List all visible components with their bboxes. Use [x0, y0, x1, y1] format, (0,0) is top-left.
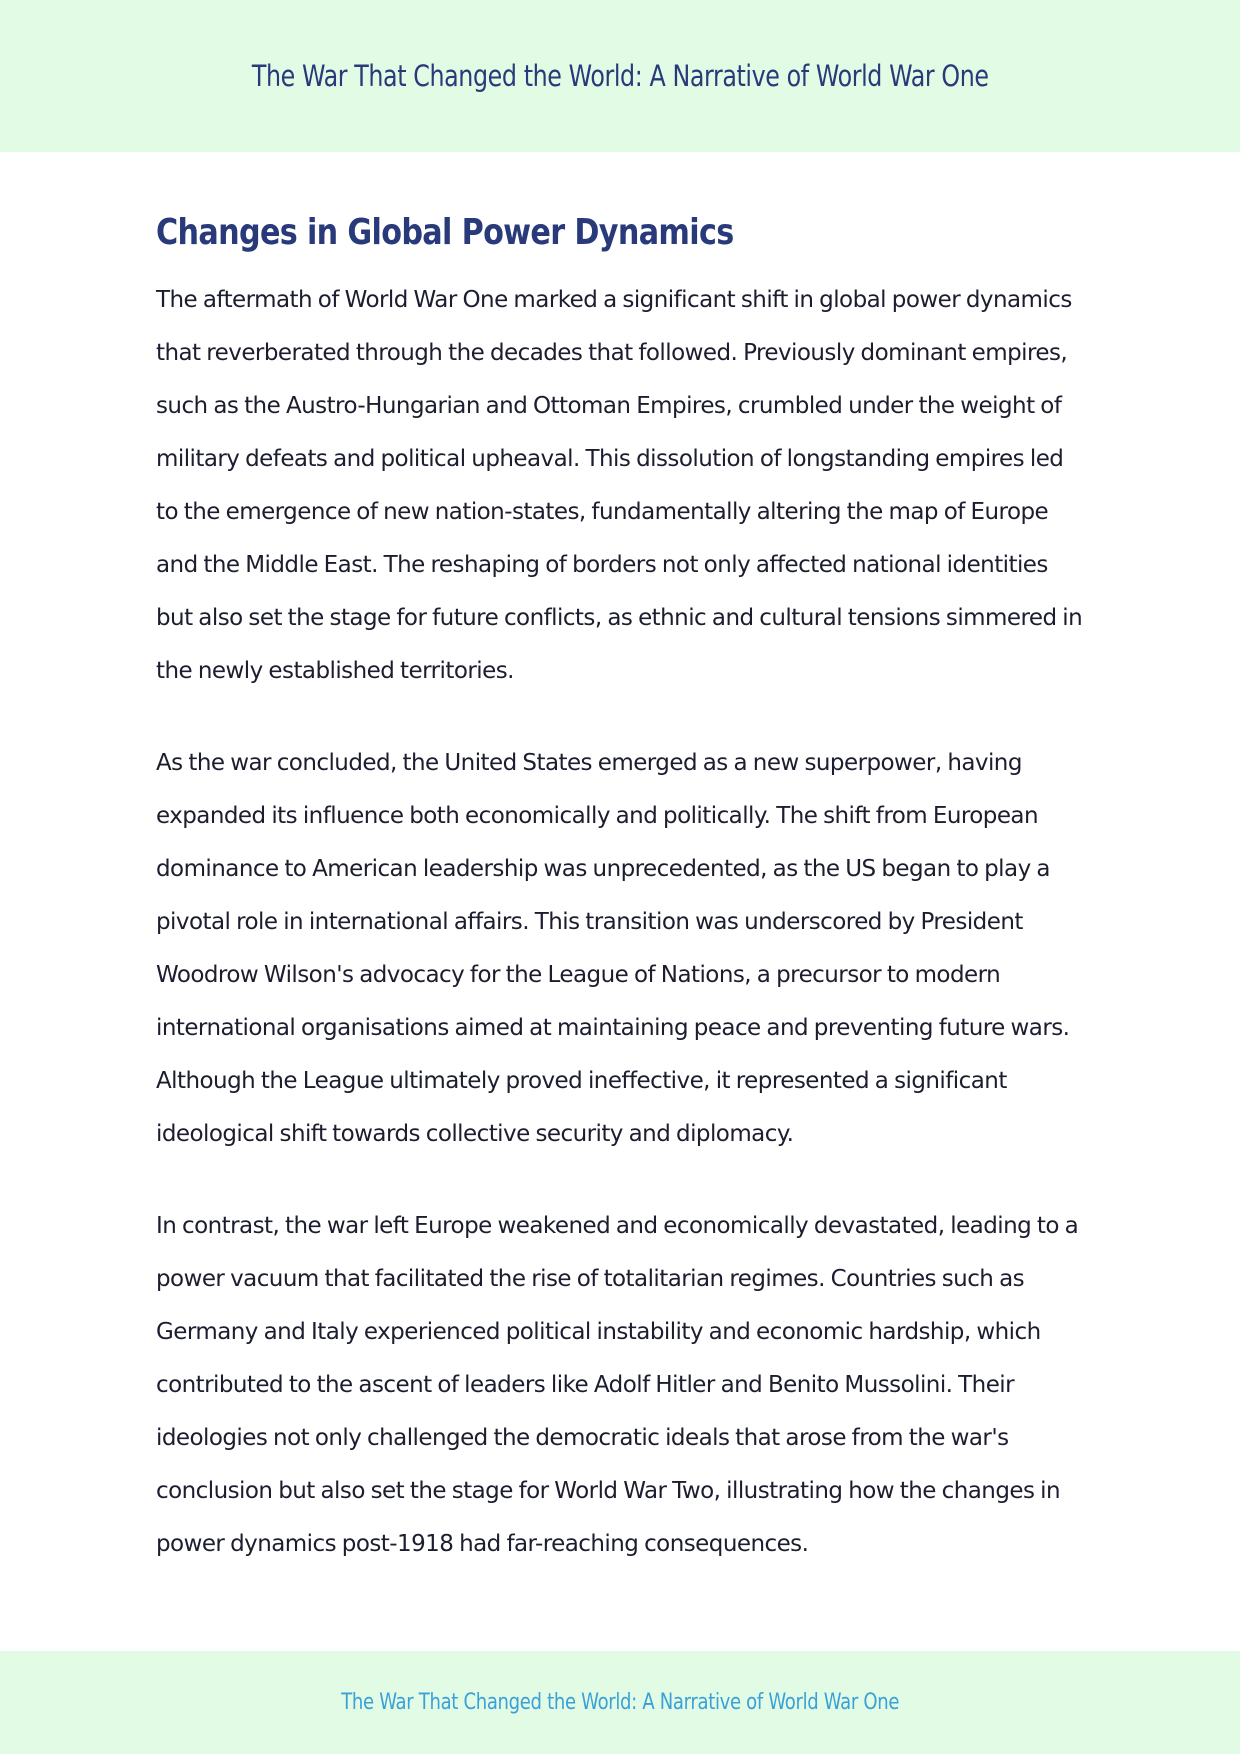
main-content	[156, 210, 1086, 1610]
page-header	[0, 0, 1240, 152]
section-heading: Changes in Global Power Dynamics	[156, 212, 734, 253]
header-title: The War That Changed the World: A Narrative of World War One	[251, 59, 989, 93]
paragraph: The aftermath of World War One marked a significant shift in global power dynamics that reverberated through the decades that followed. Previously dominant empires, such as the Austro-Hungarian and Ottoman Empires, crumbled under the weight of military defeats and political upheaval. This dissolution of longstanding empires led to the emergence of new nation-states, fundamentally altering the map of Europe and the Middle East. The reshaping of borders not only affected national identities but also set the stage for future conflicts, as ethnic and cultural tensions simmered in the newly established territories.	[156, 287, 1083, 684]
paragraph: As the war concluded, the United States emerged as a new superpower, having expanded its influence both economically and politically. The shift from European dominance to American leadership was unprecedented, as the US began to play a pivotal role in international affairs. This transition was underscored by President Woodrow Wilson's advocacy for the League of Nations, a precursor to modern international organisations aimed at maintaining peace and preventing future wars. Although the League ultimately proved ineffective, it represented a significant ideological shift towards collective security and diplomacy.	[156, 750, 1070, 1147]
paragraph: In contrast, the war left Europe weakened and economically devastated, leading to a power vacuum that facilitated the rise of totalitarian regimes. Countries such as Germany and Italy experienced political instability and economic hardship, which contributed to the ascent of leaders like Adolf Hitler and Benito Mussolini. Their ideologies not only challenged the democratic ideals that arose from the war's conclusion but also set the stage for World War Two, illustrating how the changes in power dynamics post-1918 had far-reaching consequences.	[156, 1213, 1079, 1557]
footer-title: The War That Changed the World: A Narrative of World War One	[341, 1690, 899, 1715]
page-footer	[0, 1651, 1240, 1754]
